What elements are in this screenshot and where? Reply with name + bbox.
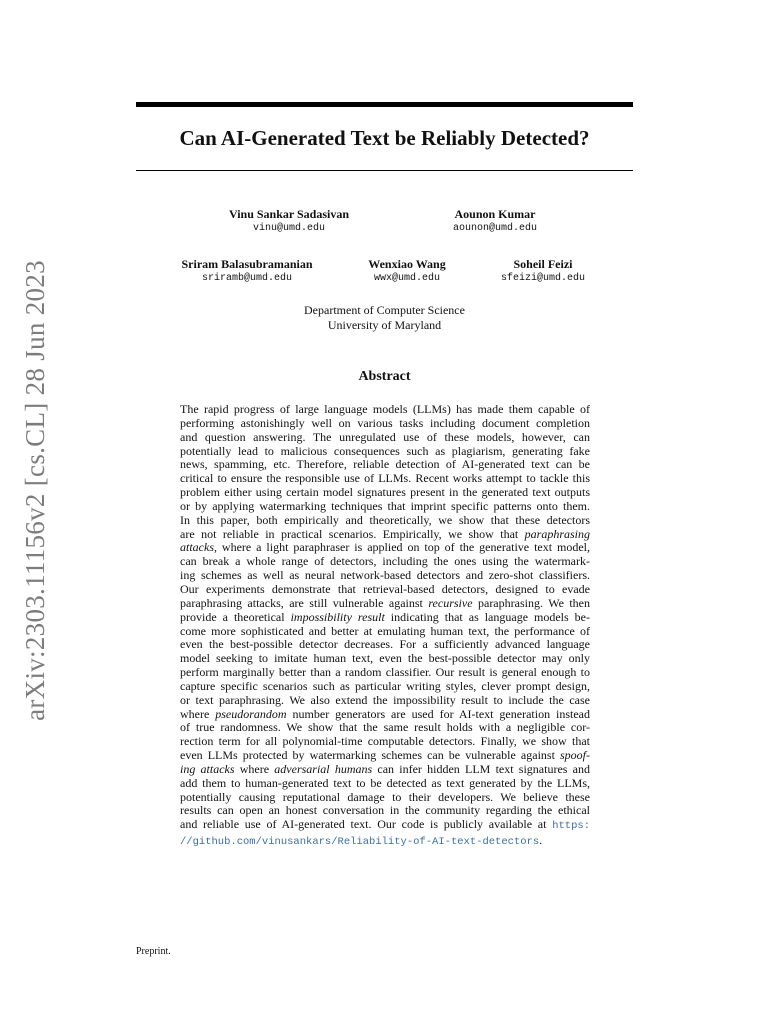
abstract-line <box>180 749 590 763</box>
abstract-text: number generators are used for AI-text generation instead <box>286 706 590 721</box>
paper-title: Can AI-Generated Text be Reliably Detected? <box>179 126 590 150</box>
abstract-line <box>180 555 590 569</box>
abstract-line <box>180 735 590 749</box>
abstract-text: even LLMs protected by watermarking schemes can be vulnerable against <box>180 748 560 763</box>
emphasized-term: recursive <box>428 595 473 610</box>
abstract-text: paraphrasing. We then <box>472 595 591 610</box>
author-name: Vinu Sankar Sadasivan <box>228 207 350 221</box>
abstract-text: come more sophisticated and better at emulating human text, the performance of <box>180 623 590 638</box>
abstract-text: or by applying watermarking techniques that imprint specific patterns onto them. <box>180 498 590 513</box>
abstract-line <box>180 721 590 735</box>
abstract-line <box>180 804 590 818</box>
abstract-line <box>180 763 590 777</box>
department: Department of Computer Science <box>304 303 465 317</box>
abstract-heading: Abstract <box>358 369 411 384</box>
abstract-body <box>180 403 590 850</box>
abstract-line <box>180 818 590 834</box>
author-email[interactable]: wwx@umd.edu <box>373 273 440 284</box>
abstract-line <box>180 638 590 652</box>
abstract-line <box>180 666 590 680</box>
code-link[interactable]: https: <box>552 820 590 833</box>
abstract-text: can break a whole range of detectors, including the ones using the watermark- <box>180 554 590 569</box>
arxiv-identifier <box>15 259 55 721</box>
abstract-text: , where a light paraphraser is applied on top of the generative text model, <box>214 540 590 555</box>
emphasized-term: pseudorandom <box>215 706 287 721</box>
abstract-text: provide a theoretical <box>180 609 291 624</box>
emphasized-term: spoof- <box>560 748 590 763</box>
author-1 <box>219 207 359 236</box>
abstract-text: of true randomness. We show that the same result holds with a negligible cor- <box>180 720 590 735</box>
abstract-text: performing astonishingly well on various tasks including document completion <box>180 415 590 430</box>
author-email[interactable]: sriramb@umd.edu <box>201 273 292 284</box>
abstract-text: potentially lead to malicious consequences such as plagiarism, generating fake <box>180 443 590 458</box>
abstract-text: ing schemes as well as neural network-based detectors and zero-shot classifiers. <box>180 568 590 583</box>
abstract-text: and question answering. The unregulated use of these models, however, can <box>180 429 590 444</box>
abstract-text: In this paper, both empirically and theoretically, we show that these detectors <box>180 512 590 527</box>
emphasized-term: ing attacks <box>180 761 235 776</box>
abstract-line <box>180 541 590 555</box>
abstract-line <box>180 625 590 639</box>
author-name: Soheil Feizi <box>513 257 573 271</box>
code-link[interactable]: //github.com/vinusankars/Reliability-of-AI-text-detectors <box>180 836 540 849</box>
author-2 <box>435 207 555 236</box>
abstract-text: or text paraphrasing. We also extend the impossibility result to include the case <box>180 692 590 707</box>
author-5 <box>490 257 596 286</box>
abstract-line <box>180 431 590 445</box>
emphasized-term: attacks <box>180 540 214 555</box>
abstract-text: add them to human-generated text to be detected as text generated by the LLMs, <box>180 775 590 790</box>
abstract-text: problem either using certain model signatures present in the generated text outputs <box>180 485 590 500</box>
university: University of Maryland <box>327 318 442 332</box>
abstract-line <box>180 445 590 459</box>
abstract-line <box>180 500 590 514</box>
abstract-line <box>180 708 590 722</box>
author-name: Wenxiao Wang <box>368 257 446 271</box>
author-3 <box>172 257 322 286</box>
author-name: Sriram Balasubramanian <box>181 257 313 271</box>
author-name: Aounon Kumar <box>454 207 536 221</box>
author-email[interactable]: sfeizi@umd.edu <box>500 273 585 284</box>
abstract-text: paraphrasing attacks, are still vulnerable against <box>180 595 429 610</box>
title-top-rule <box>136 102 633 107</box>
abstract-text: perform marginally better than a random classifier. Our result is general enough to <box>180 665 590 680</box>
abstract-text: . <box>539 833 543 848</box>
footer-note: Preprint. <box>136 946 171 957</box>
abstract-text: even the best-possible detector decreases. For a sufficiently advanced language <box>180 637 590 652</box>
author-email[interactable]: aounon@umd.edu <box>452 223 537 234</box>
abstract-line <box>180 777 590 791</box>
abstract-text: where <box>234 761 275 776</box>
abstract-text: rection term for all polynomial-time computable detectors. Finally, we show that <box>180 734 590 749</box>
abstract-line <box>180 680 590 694</box>
arxiv-identifier-text: arXiv:2303.11156v2 [cs.CL] 28 Jun 2023 <box>19 259 50 721</box>
abstract-line <box>180 486 590 500</box>
abstract-line <box>180 791 590 805</box>
abstract-text: Our experiments demonstrate that retrieval-based detectors, designed to evade <box>180 581 590 596</box>
abstract-line <box>180 583 590 597</box>
abstract-text: results can open an honest conversation in the community regarding the ethical <box>180 803 590 818</box>
abstract-line <box>180 514 590 528</box>
affiliation <box>136 303 633 333</box>
abstract-text: indicating that as language models be- <box>384 609 590 624</box>
abstract-line <box>180 611 590 625</box>
abstract-line <box>180 403 590 417</box>
abstract-text: are not reliable in practical scenarios. Empirically, we show that <box>180 526 525 541</box>
abstract-text: where <box>180 706 216 721</box>
abstract-line <box>180 458 590 472</box>
abstract-text: capture specific scenarios such as particular writing styles, clever prompt design, <box>180 678 590 693</box>
abstract-line <box>180 652 590 666</box>
abstract-text: model seeking to imitate human text, even the best-possible detector may only <box>180 651 590 666</box>
emphasized-term: adversarial humans <box>274 761 373 776</box>
abstract-line <box>180 834 590 850</box>
abstract-text: and reliable use of AI-generated text. Our code is publicly available at <box>180 817 553 832</box>
abstract-line <box>180 472 590 486</box>
abstract-text: news, spamming, etc. Therefore, reliable detection of AI-generated text can be <box>180 457 590 472</box>
title-bottom-rule <box>136 170 633 171</box>
emphasized-term: impossibility result <box>290 609 385 624</box>
abstract-text: critical to ensure the responsible use of LLMs. Recent works attempt to tackle this <box>180 471 590 486</box>
abstract-line <box>180 417 590 431</box>
abstract-line <box>180 569 590 583</box>
abstract-text: potentially causing reputational damage to their developers. We believe these <box>180 789 590 804</box>
abstract-line <box>180 597 590 611</box>
abstract-line <box>180 694 590 708</box>
author-email[interactable]: vinu@umd.edu <box>252 223 325 234</box>
abstract-text: can infer hidden LLM text signatures and <box>372 761 590 776</box>
author-4 <box>355 257 459 286</box>
emphasized-term: paraphrasing <box>524 526 590 541</box>
abstract-text: The rapid progress of large language models (LLMs) has made them capable of <box>180 402 590 416</box>
abstract-line <box>180 528 590 542</box>
